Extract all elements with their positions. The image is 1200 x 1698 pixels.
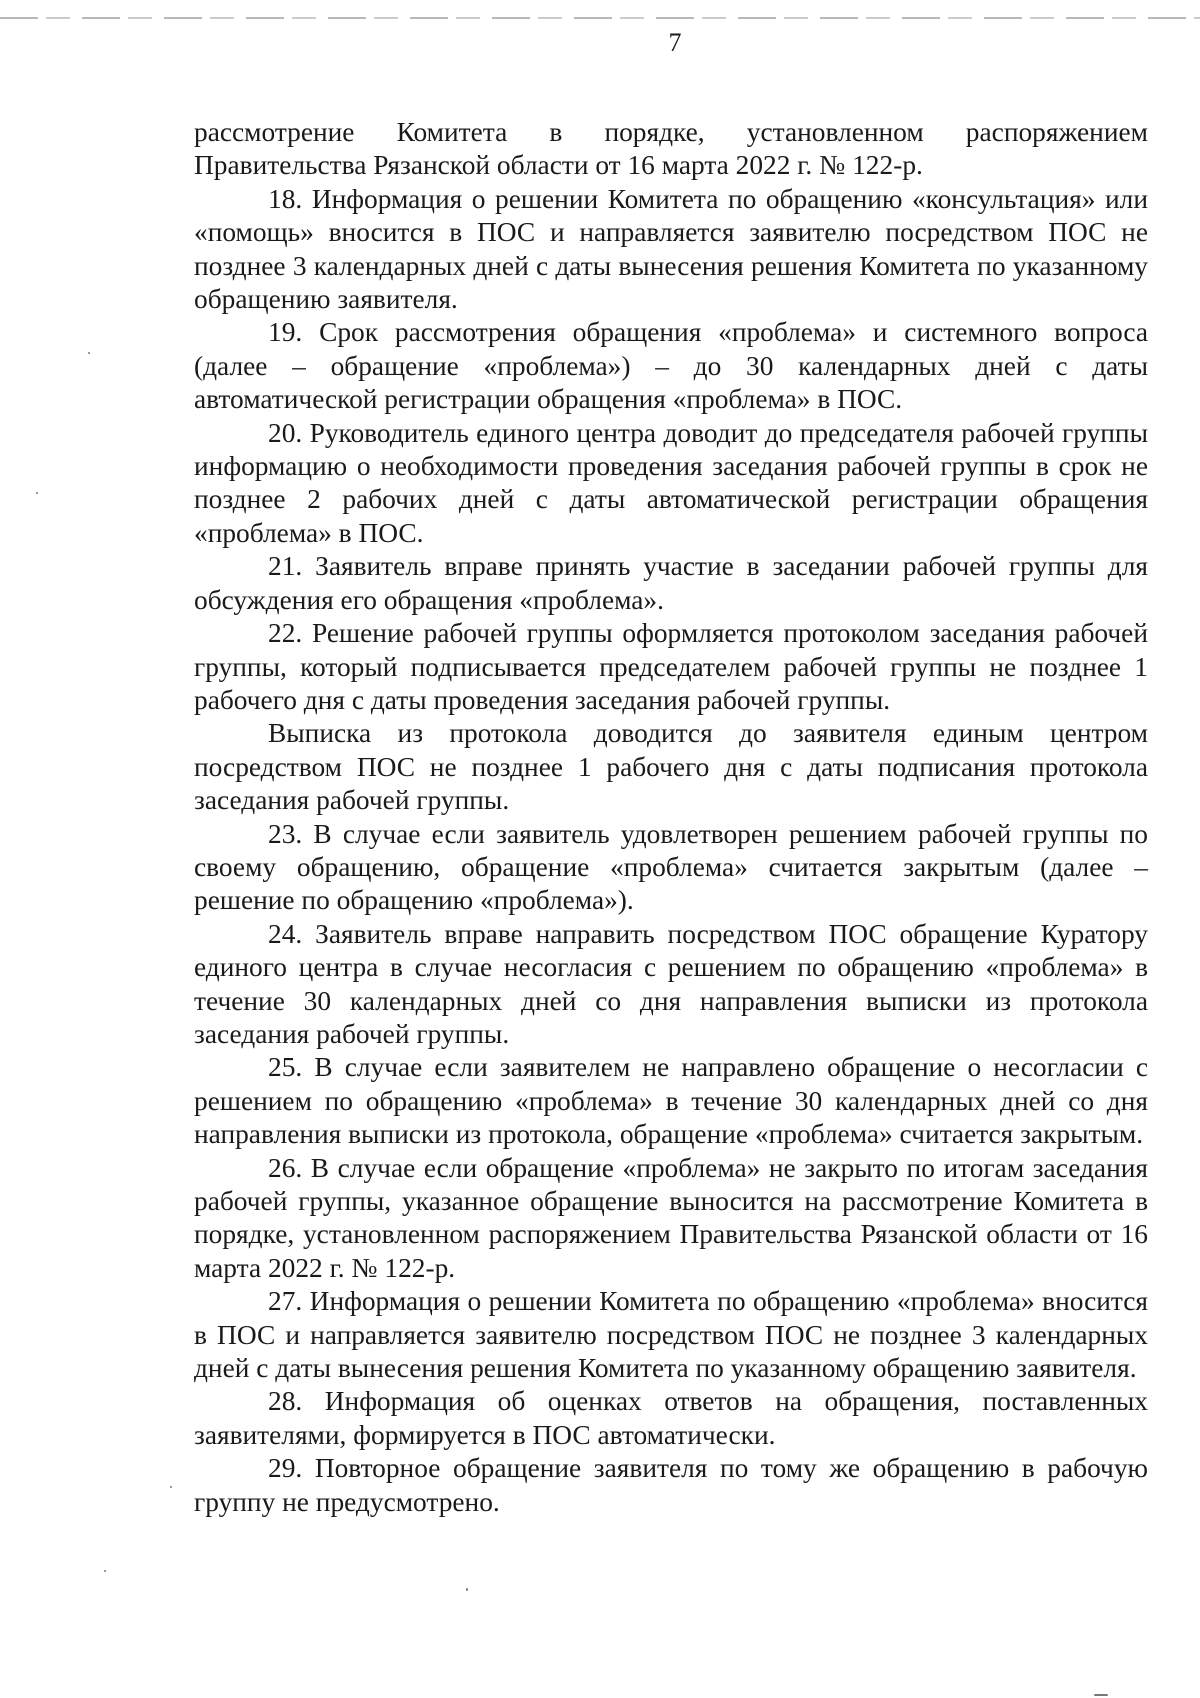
paragraph-23: 23. В случае если заявитель удовлетворен решением рабочей группы по своему обращению, обращение «проблема» считается закрытым (далее – решение по обращению «проблема»). xyxy=(194,818,1148,916)
paragraph-21: 21. Заявитель вправе принять участие в заседании рабочей группы для обсуждения его обращения «проблема». xyxy=(194,551,1148,615)
paragraph-29: 29. Повторное обращение заявителя по тому же обращению в рабочую группу не предусмотрено. xyxy=(194,1453,1148,1517)
paragraph-continuation: рассмотрение Комитета в порядке, установленном распоряжением Правительства Рязанской области от 16 марта 2022 г. № 122-р. xyxy=(194,117,1148,181)
paragraph-22-extract: Выписка из протокола доводится до заявителя единым центром посредством ПОС не позднее 1 рабочего дня с даты подписания протокола заседания рабочей группы. xyxy=(194,718,1148,816)
paragraph-26: 26. В случае если обращение «проблема» не закрыто по итогам заседания рабочей группы, указанное обращение выносится на рассмотрение Комитета в порядке, установленном распоряжением Правительства Рязанской области от 16 марта 2022 г. № 122-р. xyxy=(194,1152,1148,1283)
scan-speck xyxy=(36,492,38,494)
paragraph-24: 24. Заявитель вправе направить посредством ПОС обращение Куратору единого центра в случае несогласия с решением по обращению «проблема» в течение 30 календарных дней со дня направления выписки из протокола заседания рабочей группы. xyxy=(194,918,1148,1049)
paragraph-25: 25. В случае если заявителем не направлено обращение о несогласии с решением по обращению «проблема» в течение 30 календарных дней со дня направления выписки из протокола, обращение «проблема» считается закрытым. xyxy=(194,1052,1148,1150)
scan-speck xyxy=(466,1588,468,1591)
scan-edge-line xyxy=(0,17,1200,19)
paragraph-20: 20. Руководитель единого центра доводит до председателя рабочей группы информацию о необходимости проведения заседания рабочей группы в срок не позднее 2 рабочих дней с даты автоматической регистрации обращения «проблема» в ПОС. xyxy=(194,417,1148,548)
paragraph-27: 27. Информация о решении Комитета по обращению «проблема» вносится в ПОС и направляется заявителю посредством ПОС не позднее 3 календарных дней с даты вынесения решения Комитета по указанному обращению заявителя. xyxy=(194,1286,1148,1384)
page-number: 7 xyxy=(668,28,682,57)
scan-speck xyxy=(104,1570,106,1572)
document-body xyxy=(194,116,1148,1519)
paragraph-19: 19. Срок рассмотрения обращения «проблема» и системного вопроса (далее – обращение «проблема») – до 30 календарных дней с даты автоматической регистрации обращения «проблема» в ПОС. xyxy=(194,317,1148,415)
scan-speck xyxy=(88,352,90,354)
paragraph-22: 22. Решение рабочей группы оформляется протоколом заседания рабочей группы, который подписывается председателем рабочей группы не позднее 1 рабочего дня с даты проведения заседания рабочей группы. xyxy=(194,618,1148,715)
paragraph-28: 28. Информация об оценках ответов на обращения, поставленных заявителями, формируется в ПОС автоматически. xyxy=(194,1386,1148,1450)
scan-speck xyxy=(170,1486,172,1488)
paragraph-18: 18. Информация о решении Комитета по обращению «консультация» или «помощь» вносится в ПОС и направляется заявителю посредством ПОС не позднее 3 календарных дней с даты вынесения решения Комитета по указанному обращению заявителя. xyxy=(194,183,1148,315)
scan-speck xyxy=(1094,1694,1108,1696)
